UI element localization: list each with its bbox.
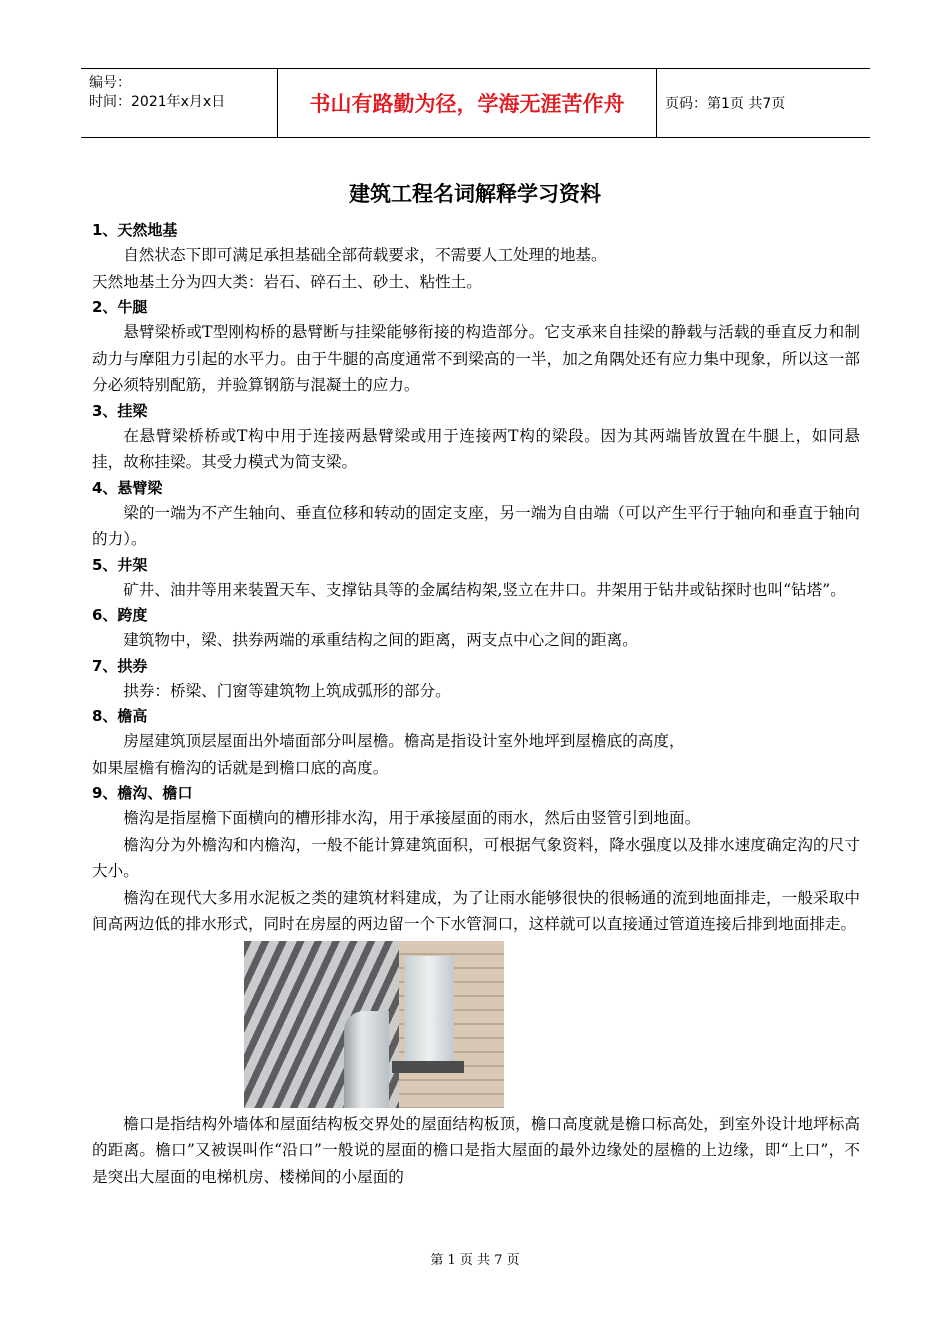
paragraph: 房屋建筑顶层屋面出外墙面部分叫屋檐。檐高是指设计室外地坪到屋檐底的高度， xyxy=(123,732,685,750)
paragraph: 天然地基土分为四大类：岩石、碎石土、砂土、粘性土。 xyxy=(92,272,482,291)
term-heading: 2、牛腿 xyxy=(92,298,148,316)
document-body xyxy=(92,218,860,1190)
paragraph: 悬臂梁桥或T型刚构桥的悬臂断与挂梁能够衔接的构造部分。它支承来自挂梁的静载与活载的垂直反力和制动力与摩阻力引起的水平力。由于牛腿的高度通常不到梁高的一半，加之角隅处还有应力集中现象，所以这一部分必须特别配筋，并验算钢筋与混凝土的应力。 xyxy=(92,323,860,394)
term-heading: 1、天然地基 xyxy=(92,221,178,239)
paragraph: 梁的一端为不产生轴向、垂直位移和转动的固定支座，另一端为自由端（可以产生平行于轴向和垂直于轴向的力）。 xyxy=(92,503,860,548)
paragraph: 在悬臂梁桥桥或T构中用于连接两悬臂梁或用于连接两T构的梁段。因为其两端皆放置在牛腿上，如同悬挂，故称挂梁。其受力模式为简支梁。 xyxy=(92,426,860,471)
term-heading: 5、井架 xyxy=(92,555,148,574)
paragraph: 檐口是指结构外墙体和屋面结构板交界处的屋面结构板顶，檐口高度就是檐口标高处，到室外设计地坪标高的距离。檐口”又被误叫作“沿口”一般说的屋面的檐口是指大屋面的最外边缘处的屋檐的上边缘，即“上口”，不是突出大屋面的电梯机房、楼梯间的小屋面的 xyxy=(92,1114,860,1186)
downpipe xyxy=(344,1011,389,1108)
paragraph: 檐沟分为外檐沟和内檐沟，一般不能计算建筑面积，可根据气象资料，降水强度以及排水速度确定沟的尺寸大小。 xyxy=(92,835,860,880)
paragraph: 檐沟在现代大多用水泥板之类的建筑材料建成，为了让雨水能够很快的很畅通的流到地面排走，一般采取中间高两边低的排水形式，同时在房屋的两边留一个下水管洞口，这样就可以直接通过管道连接后排到地面排走。 xyxy=(92,888,860,933)
paragraph: 建筑物中，梁、拱券两端的承重结构之间的距离，两支点中心之间的距离。 xyxy=(123,631,638,649)
gutter-outlet xyxy=(404,956,454,1066)
header-divider xyxy=(656,69,657,137)
term-heading: 6、跨度 xyxy=(92,606,148,624)
term-heading: 7、拱券 xyxy=(92,656,148,675)
header-motto: 书山有路勤为径，学海无涯苦作舟 xyxy=(309,92,625,116)
time-label: 时间：2021年x月x日 xyxy=(89,94,226,110)
header-info-cell xyxy=(81,69,277,137)
header-table xyxy=(81,68,870,138)
number-label: 编号： xyxy=(89,75,131,91)
term-heading: 9、檐沟、檐口 xyxy=(92,784,193,802)
page-number-label: 页码：第1页 共7页 xyxy=(665,96,786,112)
document-title: 建筑工程名词解释学习资料 xyxy=(349,182,601,206)
outlet-base xyxy=(392,1061,464,1073)
paragraph: 拱券：桥梁、门窗等建筑物上筑成弧形的部分。 xyxy=(123,681,451,700)
term-heading: 4、悬臂梁 xyxy=(92,478,163,497)
term-heading: 3、挂梁 xyxy=(92,401,148,420)
paragraph: 如果屋檐有檐沟的话就是到檐口底的高度。 xyxy=(92,758,389,777)
page-footer: 第 1 页 共 7 页 xyxy=(430,1253,520,1268)
gutter-downpipe-photo xyxy=(244,941,504,1108)
paragraph: 檐沟是指屋檐下面横向的槽形排水沟，用于承接屋面的雨水，然后由竖管引到地面。 xyxy=(123,809,701,827)
paragraph: 自然状态下即可满足承担基础全部荷载要求，不需要人工处理的地基。 xyxy=(123,246,607,264)
term-heading: 8、檐高 xyxy=(92,707,148,725)
paragraph: 矿井、油井等用来装置天车、支撑钻具等的金属结构架,竖立在井口。井架用于钻井或钻探时也叫“钻塔”。 xyxy=(123,580,846,599)
